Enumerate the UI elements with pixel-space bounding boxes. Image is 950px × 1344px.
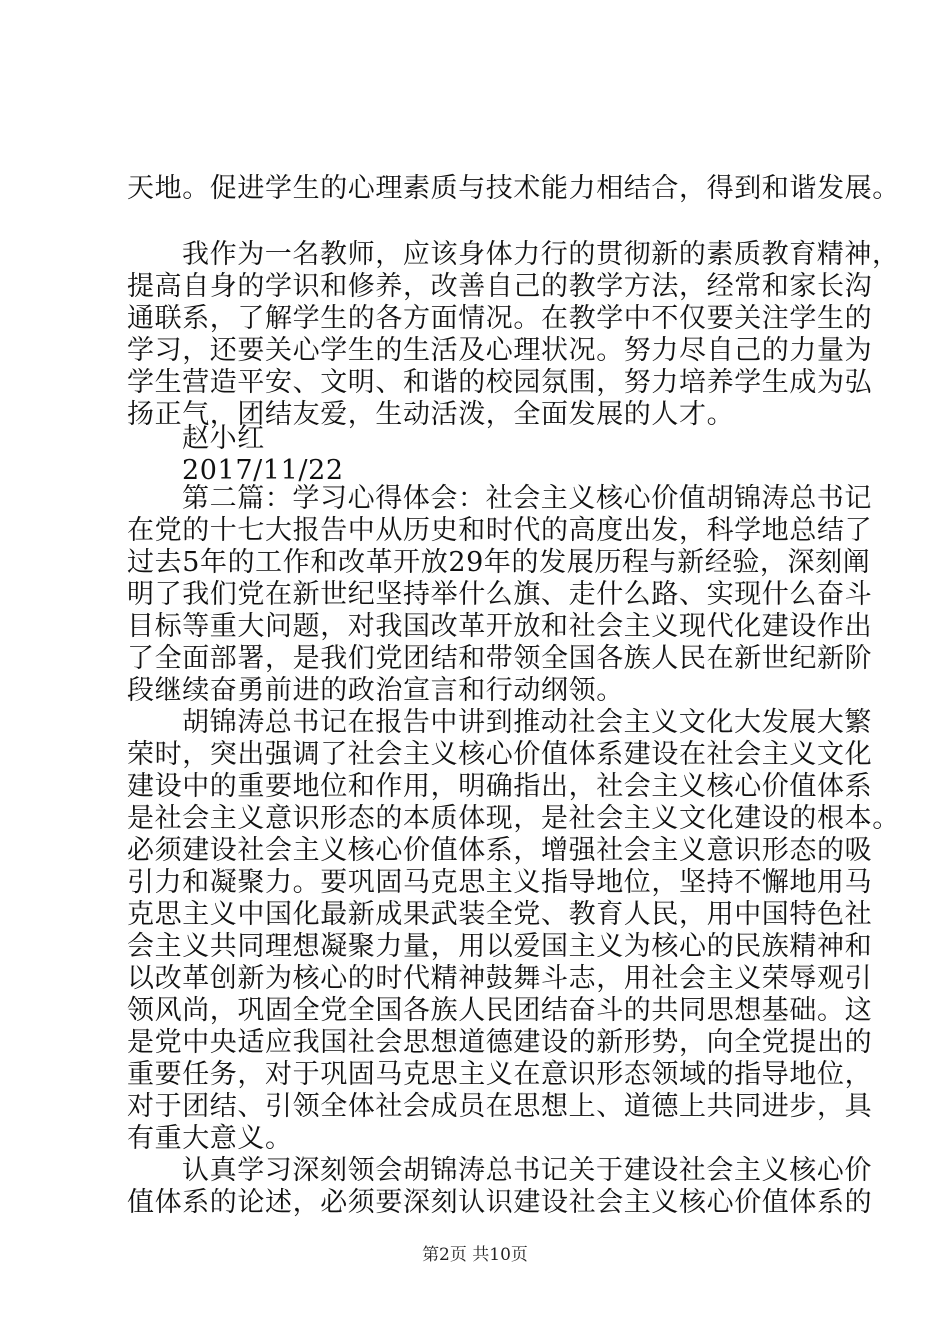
text-line: 引力和凝聚力。要巩固马克思主义指导地位，坚持不懈地用马 [127, 867, 873, 898]
page-footer: 第2页 共10页 [422, 1245, 528, 1265]
text-line: 是党中央适应我国社会思想道德建设的新形势，向全党提出的 [127, 1027, 873, 1058]
text-line: 目标等重大问题，对我国改革开放和社会主义现代化建设作出 [127, 611, 873, 642]
text-line: 有重大意义。 [127, 1123, 293, 1154]
text-line: 重要任务，对于巩固马克思主义在意识形态领域的指导地位， [127, 1059, 873, 1090]
text-line: 荣时，突出强调了社会主义核心价值体系建设在社会主义文化 [127, 739, 873, 770]
text-line: 以改革创新为核心的时代精神鼓舞斗志，用社会主义荣辱观引 [127, 963, 873, 994]
text-line: 是社会主义意识形态的本质体现，是社会主义文化建设的根本。 [127, 803, 900, 834]
text-line: 天地。促进学生的心理素质与技术能力相结合，得到和谐发展。 [127, 173, 900, 204]
text-line: 胡锦涛总书记在报告中讲到推动社会主义文化大发展大繁 [182, 707, 872, 738]
text-line: 提高自身的学识和修养，改善自己的教学方法，经常和家长沟 [127, 271, 873, 302]
text-line: 扬正气，团结友爱，生动活泼，全面发展的人才。 [127, 399, 735, 430]
text-line: 学习，还要关心学生的生活及心理状况。努力尽自己的力量为 [127, 335, 873, 366]
text-line: 通联系，了解学生的各方面情况。在教学中不仅要关注学生的 [127, 303, 873, 334]
text-line: 建设中的重要地位和作用，明确指出，社会主义核心价值体系 [127, 771, 873, 802]
signature-date: 2017/11/22 [182, 455, 344, 486]
text-line: 对于团结、引领全体社会成员在思想上、道德上共同进步，具 [127, 1091, 873, 1122]
text-line: 了全面部署，是我们党团结和带领全国各族人民在新世纪新阶 [127, 643, 873, 674]
text-line: 领风尚，巩固全党全国各族人民团结奋斗的共同思想基础。这 [127, 995, 873, 1026]
text-line: 在党的十七大报告中从历史和时代的高度出发，科学地总结了 [127, 515, 873, 546]
text-line: 认真学习深刻领会胡锦涛总书记关于建设社会主义核心价 [182, 1155, 872, 1186]
text-line: 段继续奋勇前进的政治宣言和行动纲领。 [127, 675, 624, 706]
text-line: 克思主义中国化最新成果武装全党、教育人民，用中国特色社 [127, 899, 873, 930]
text-line: 明了我们党在新世纪坚持举什么旗、走什么路、实现什么奋斗 [127, 579, 873, 610]
text-line: 我作为一名教师，应该身体力行的贯彻新的素质教育精神， [182, 239, 900, 270]
text-line: 值体系的论述，必须要深刻认识建设社会主义核心价值体系的 [127, 1187, 873, 1218]
text-line: 学生营造平安、文明、和谐的校园氛围，努力培养学生成为弘 [127, 367, 873, 398]
text-line: 会主义共同理想凝聚力量，用以爱国主义为核心的民族精神和 [127, 931, 873, 962]
text-line: 过去5年的工作和改革开放29年的发展历程与新经验，深刻阐 [127, 547, 871, 578]
signature-name: 赵小红 [182, 423, 265, 454]
section-heading-line: 第二篇：学习心得体会：社会主义核心价值胡锦涛总书记 [182, 483, 872, 514]
text-line: 必须建设社会主义核心价值体系，增强社会主义意识形态的吸 [127, 835, 873, 866]
